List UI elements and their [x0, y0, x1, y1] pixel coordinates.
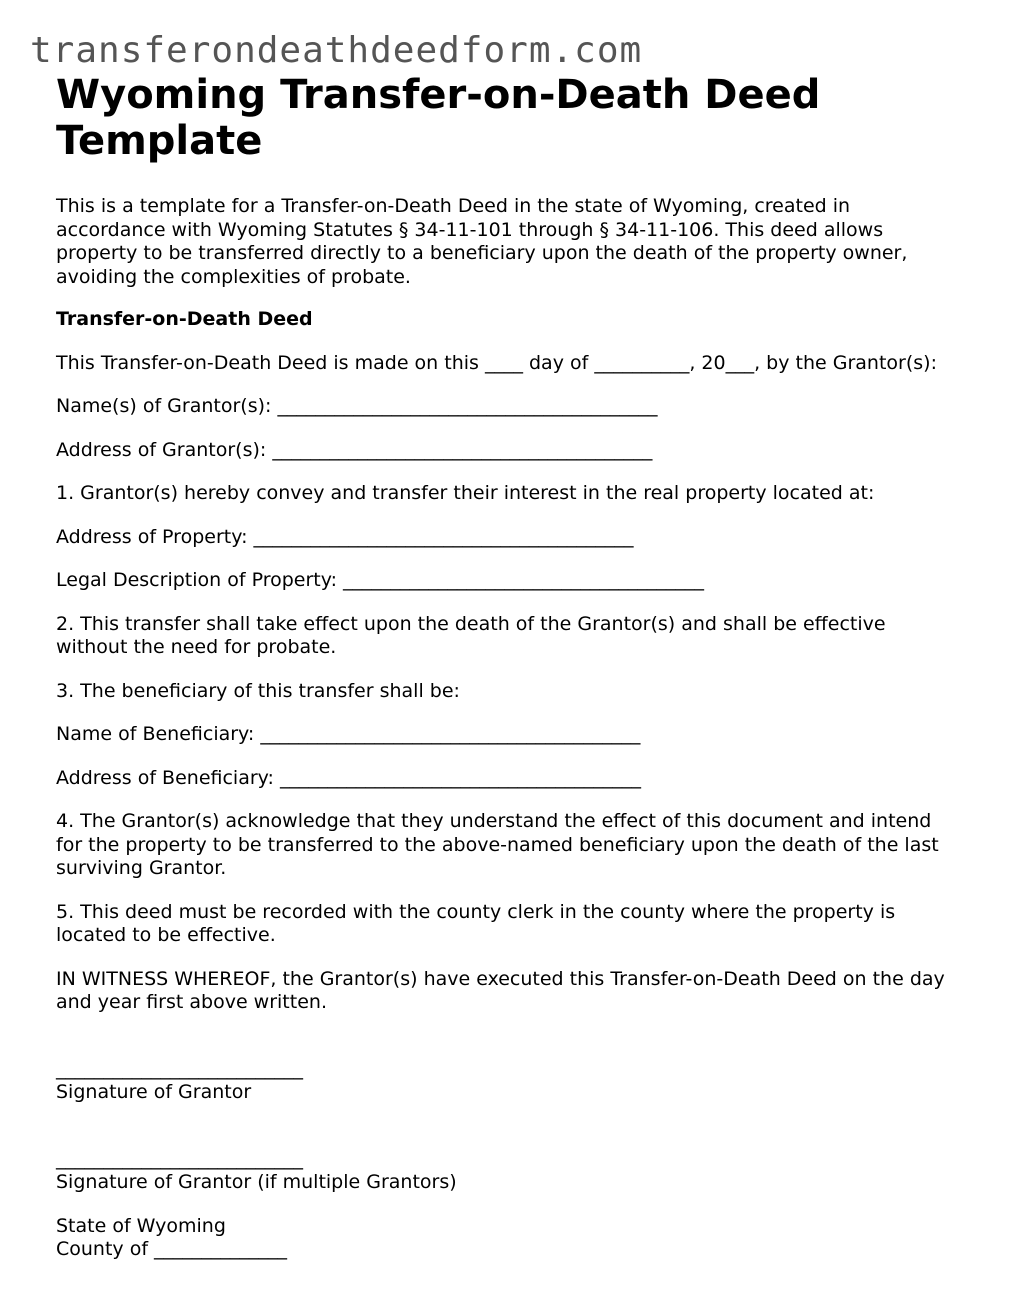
page-title	[56, 72, 956, 164]
county-line: County of ______________	[56, 1238, 288, 1260]
property-address-field: Address of Property: ________________________________________	[56, 525, 634, 548]
signature-label: Signature of Grantor	[56, 1081, 252, 1103]
clause-4: 4. The Grantor(s) acknowledge that they understand the effect of this document and intend for the property to be transferred to the above-named beneficiary upon the death of the last surviving Grantor.	[56, 810, 939, 879]
grantor-name-field: Name(s) of Grantor(s): ________________________________________	[56, 395, 658, 417]
signature-line: __________________________	[56, 1147, 303, 1170]
site-watermark: transferondeathdeedform.com	[30, 30, 643, 71]
clause-3: 3. The beneficiary of this transfer shall be:	[56, 679, 460, 702]
clause-5: 5. This deed must be recorded with the county clerk in the county where the property is located to be effective.	[56, 900, 896, 946]
beneficiary-name-field: Name of Beneficiary: ________________________________________	[56, 723, 641, 745]
beneficiary-address-field: Address of Beneficiary: ______________________________________	[56, 766, 641, 789]
deed-template-document	[56, 72, 956, 1262]
intro-paragraph: This is a template for a Transfer-on-Death Deed in the state of Wyoming, created in accordance with Wyoming Statutes § 34-11-101 through § 34-11-106. This deed allows property to be transferred directly to a beneficiary upon the death of the property owner, avoiding the complexities of probate.	[56, 195, 908, 288]
signature-label: Signature of Grantor (if multiple Grantors)	[56, 1171, 457, 1193]
witness-paragraph: IN WITNESS WHEREOF, the Grantor(s) have executed this Transfer-on-Death Deed on the day and year first above written.	[56, 967, 945, 1013]
signature-block-1	[56, 1058, 956, 1105]
notary-venue	[56, 1215, 956, 1262]
signature-block-2	[56, 1148, 956, 1195]
signature-line: __________________________	[56, 1057, 303, 1080]
title-line-2: Template	[56, 118, 263, 164]
state-line: State of Wyoming	[56, 1214, 226, 1237]
section-title: Transfer-on-Death Deed	[56, 308, 313, 330]
deed-made-paragraph: This Transfer-on-Death Deed is made on this ____ day of __________, 20___, by the Grantor(s):	[56, 351, 937, 374]
legal-description-field: Legal Description of Property: ______________________________________	[56, 569, 705, 591]
title-line-1: Wyoming Transfer-on-Death Deed	[56, 72, 821, 118]
grantor-address-field: Address of Grantor(s): ________________________________________	[56, 438, 653, 461]
clause-2: 2. This transfer shall take effect upon the death of the Grantor(s) and shall be effective without the need for probate.	[56, 612, 886, 658]
clause-1: 1. Grantor(s) hereby convey and transfer their interest in the real property located at:	[56, 482, 875, 504]
